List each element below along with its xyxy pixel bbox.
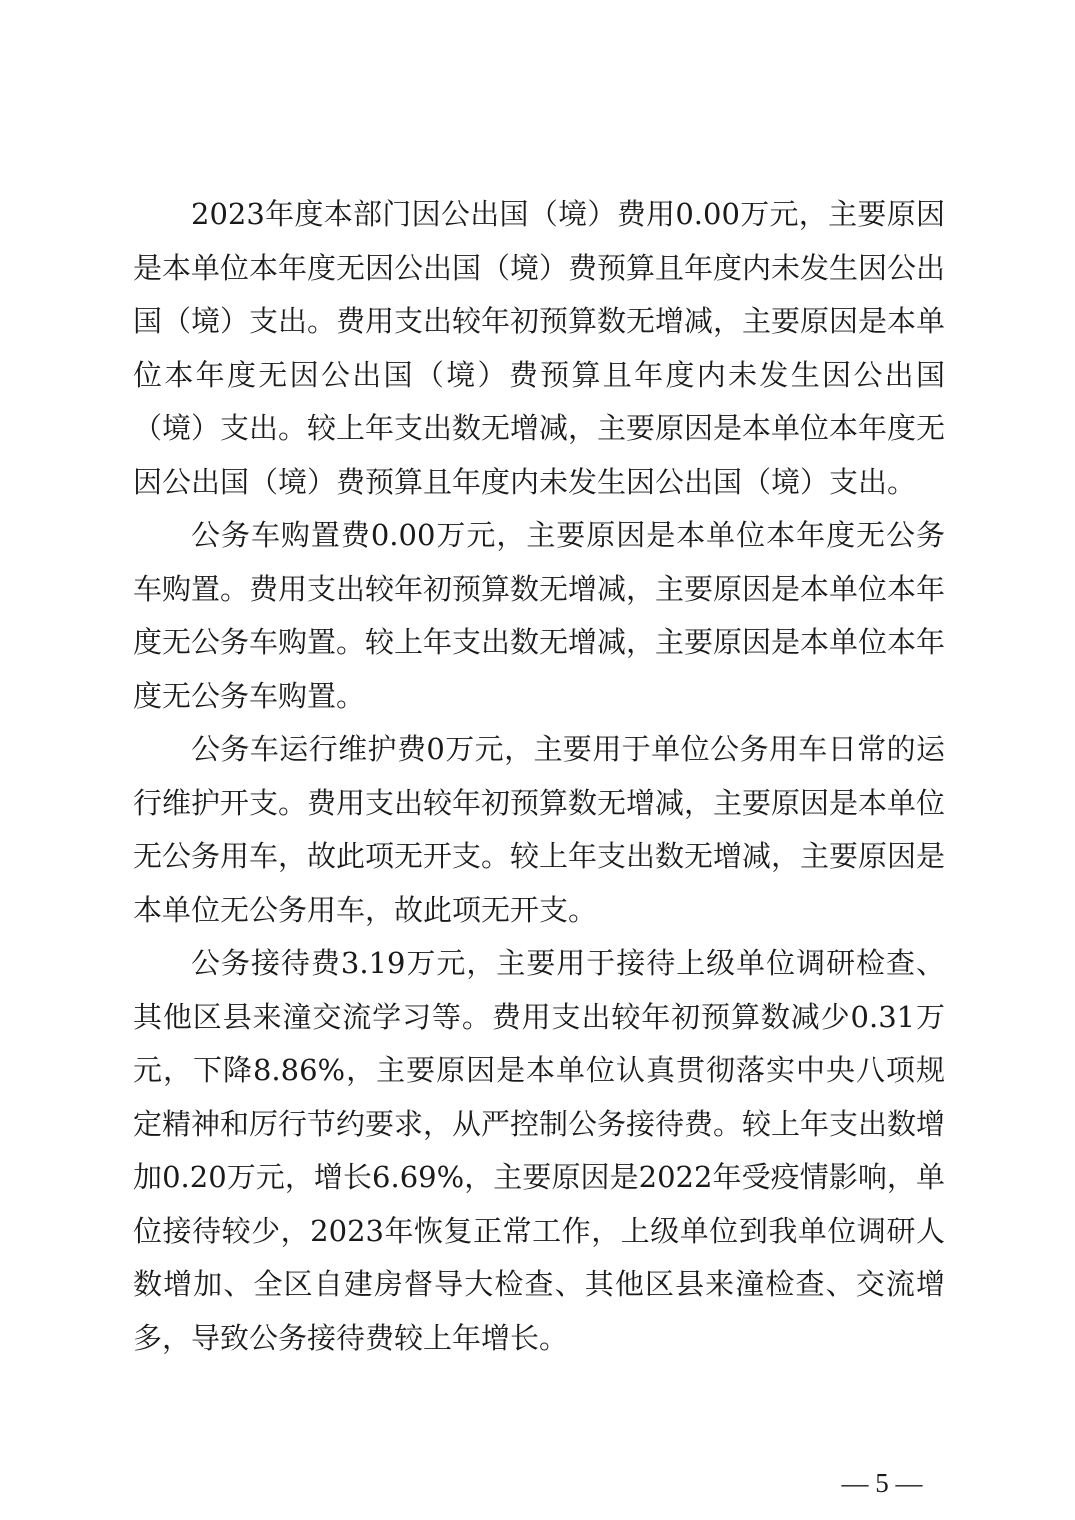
document-body [133,188,945,1365]
paragraph-vehicle-maintenance-expense: 公务车运行维护费0万元，主要用于单位公务用车日常的运行维护开支。费用支出较年初预算数无增减，主要原因是本单位无公务用车，故此项无开支。较上年支出数无增减，主要原因是本单位无公务用车，故此项无开支。 [133,732,946,927]
paragraph-overseas-travel-expense: 2023年度本部门因公出国（境）费用0.00万元，主要原因是本单位本年度无因公出国（境）费预算且年度内未发生因公出国（境）支出。费用支出较年初预算数无增减，主要原因是本单位本年度无因公出国（境）费预算且年度内未发生因公出国（境）支出。较上年支出数无增减，主要原因是本单位本年度无因公出国（境）费预算且年度内未发生因公出国（境）支出。 [133,197,946,499]
page-number: — 5 — [841,1468,923,1498]
paragraph-vehicle-purchase-expense: 公务车购置费0.00万元，主要原因是本单位本年度无公务车购置。费用支出较年初预算数无增减，主要原因是本单位本年度无公务车购置。较上年支出数无增减，主要原因是本单位本年度无公务车购置。 [133,518,946,713]
paragraph-reception-expense: 公务接待费3.19万元，主要用于接待上级单位调研检查、其他区县来潼交流学习等。费用支出较年初预算数减少0.31万元，下降8.86%，主要原因是本单位认真贯彻落实中央八项规定精神和厉行节约要求，从严控制公务接待费。较上年支出数增加0.20万元，增长6.69%，主要原因是2022年受疫情影响，单位接待较少，2023年恢复正常工作，上级单位到我单位调研人数增加、全区自建房督导大检查、其他区县来潼检查、交流增多，导致公务接待费较上年增长。 [133,946,946,1355]
